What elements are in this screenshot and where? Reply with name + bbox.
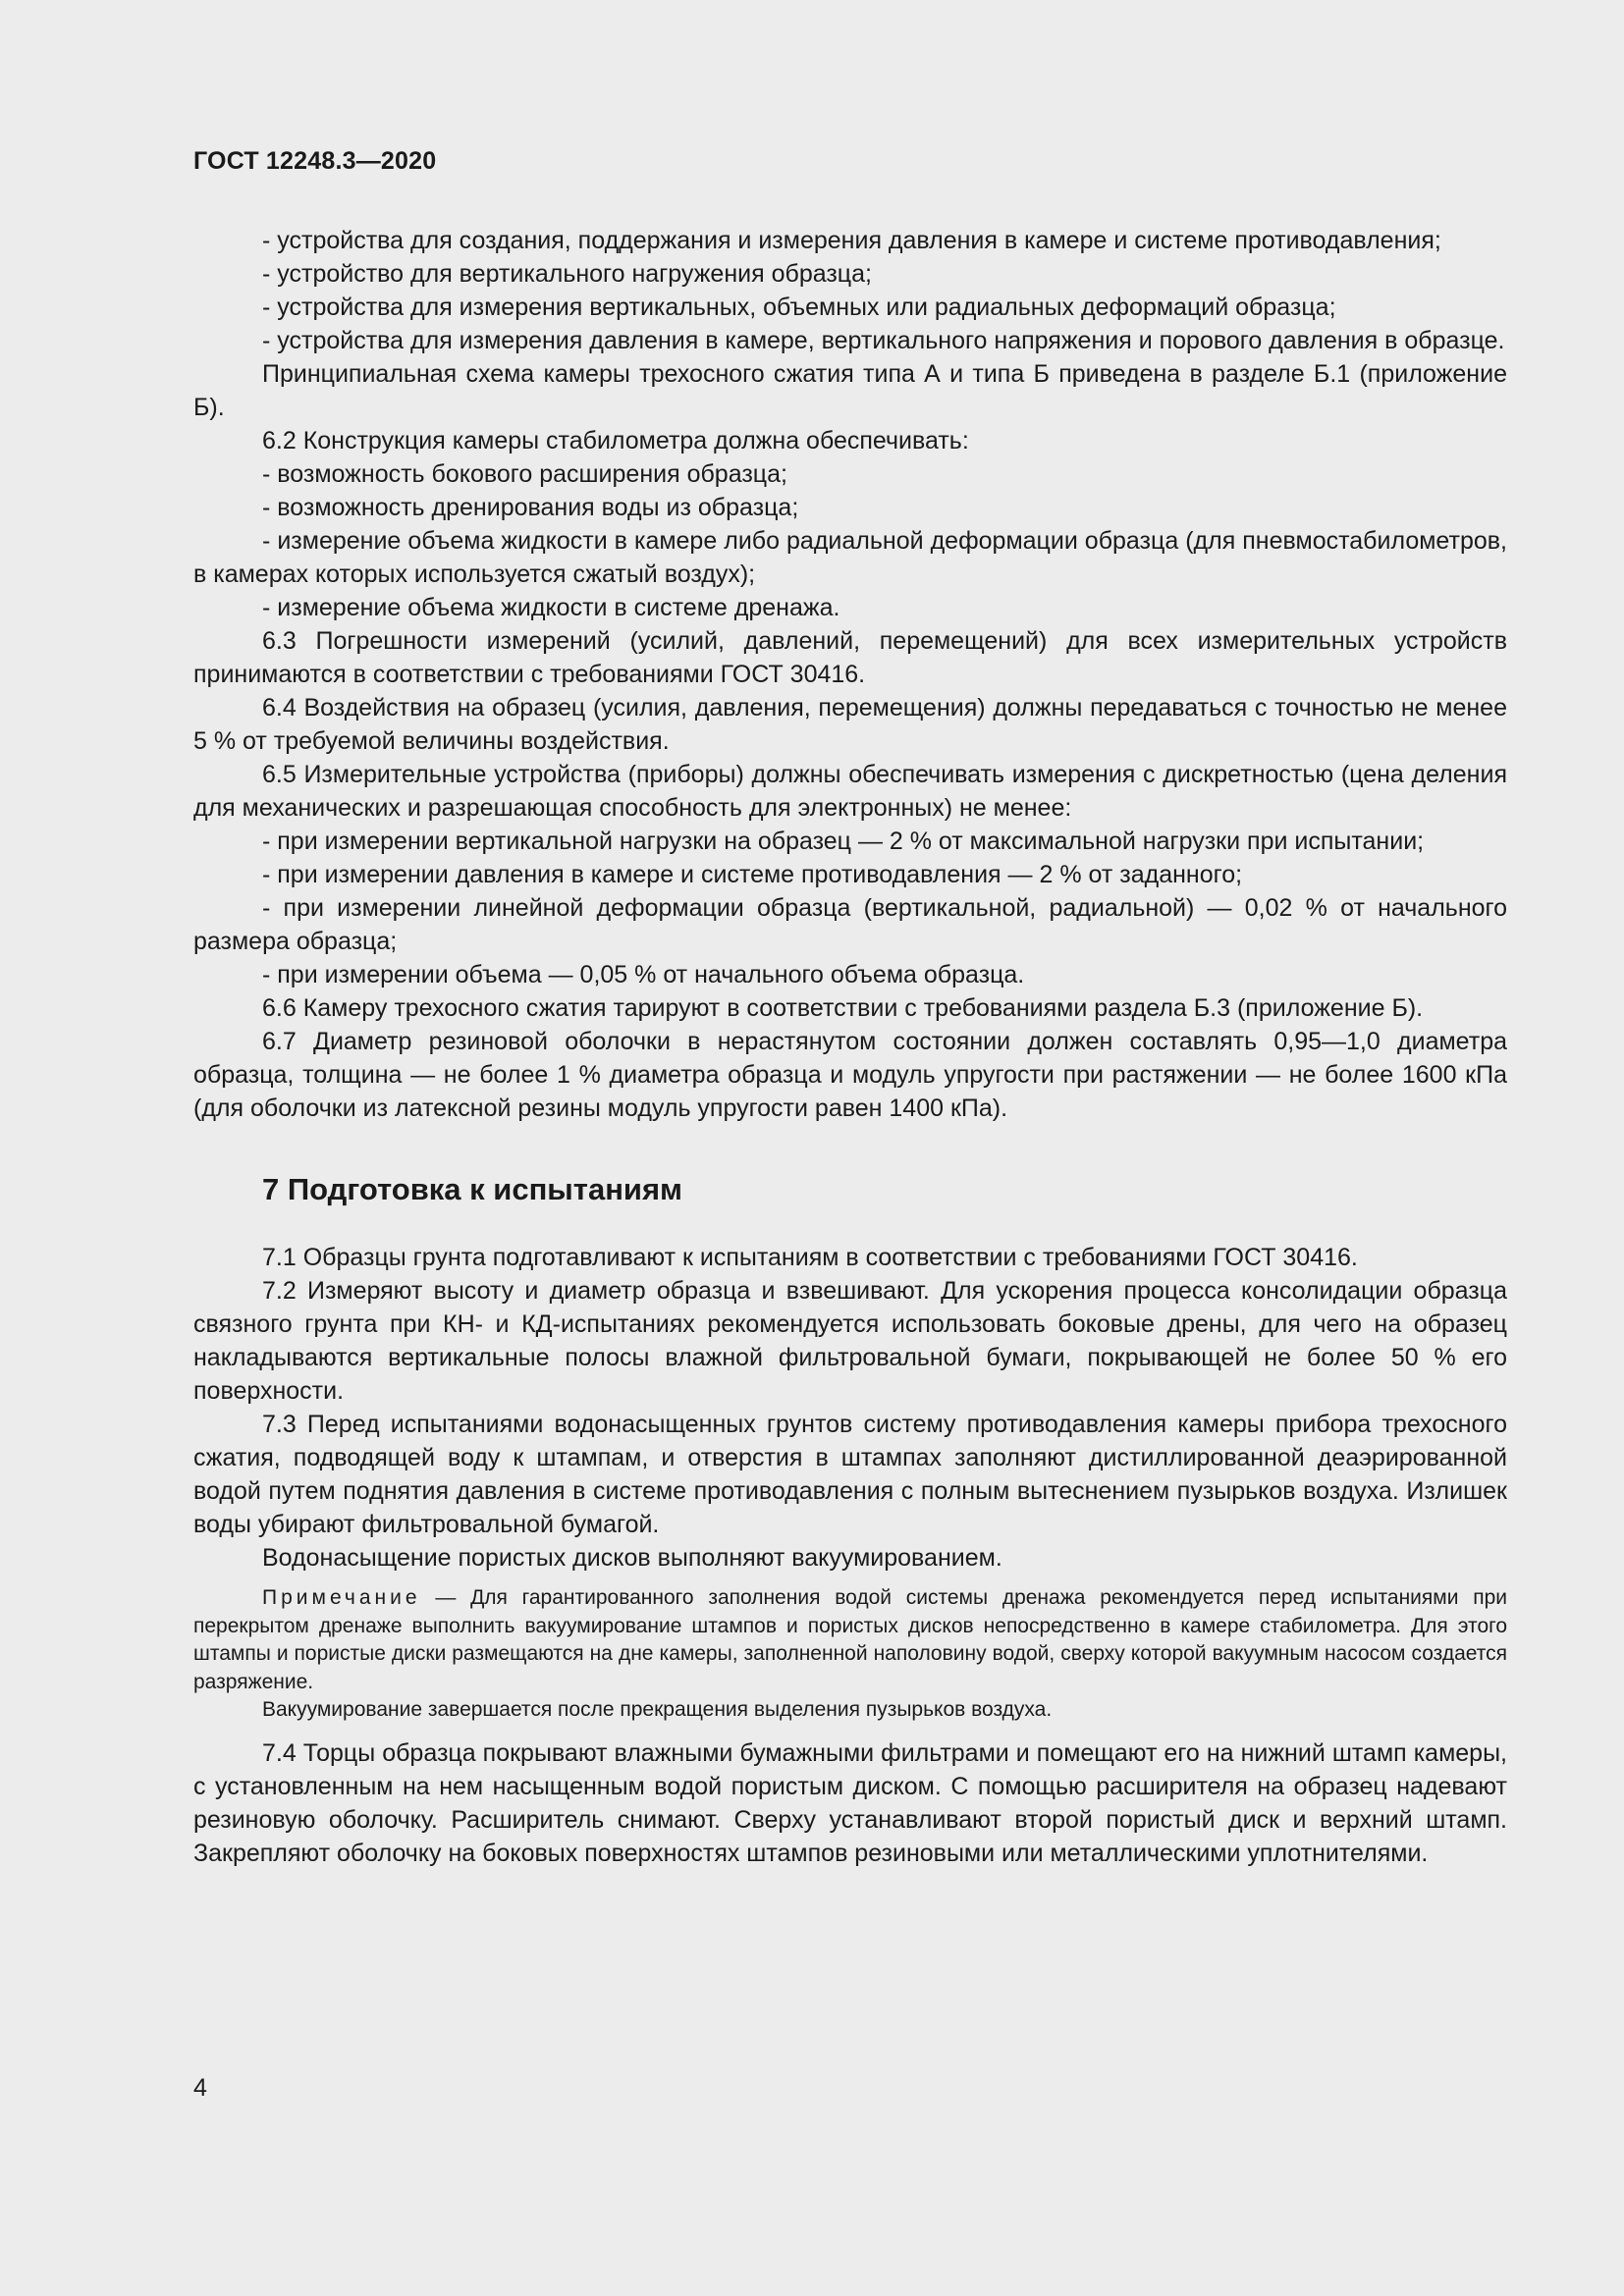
paragraph: - при измерении давления в камере и системе противодавления — 2 % от заданного; xyxy=(262,861,1243,888)
note-paragraph-continued: Вакуумирование завершается после прекращения выделения пузырьков воздуха. xyxy=(262,1698,1053,1721)
paragraph: - устройства для измерения давления в камере, вертикального напряжения и порового давления в образце. xyxy=(262,327,1505,354)
paragraph: - возможность бокового расширения образца; xyxy=(262,460,787,488)
paragraph: - при измерении объема — 0,05 % от начального объема образца. xyxy=(262,961,1025,988)
paragraph: - возможность дренирования воды из образца; xyxy=(262,494,799,521)
note-label: Примечание xyxy=(262,1586,421,1609)
paragraph: 6.5 Измерительные устройства (приборы) должны обеспечивать измерения с дискретностью (цена деления для механических и разрешающая способность для электронных) не менее: xyxy=(193,761,1507,822)
paragraph: Принципиальная схема камеры трехосного сжатия типа А и типа Б приведена в разделе Б.1 (приложение Б). xyxy=(193,360,1507,421)
paragraph: 7.4 Торцы образца покрывают влажными бумажными фильтрами и помещают его на нижний штамп камеры, с установленным на нем насыщенным водой пористым диском. С помощью расширителя на образец надевают резиновую оболочку. Расширитель снимают. Сверху устанавливают второй пористый диск и верхний штамп. Закрепляют оболочку на боковых поверхностях штампов резиновыми или металлическими уплотнителями. xyxy=(193,1738,1507,1867)
paragraph: 7.3 Перед испытаниями водонасыщенных грунтов систему противодавления камеры прибора трехосного сжатия, подводящей воду к штампам, и отверстия в штампах заполняют дистиллированной деаэрированной водой путем поднятия давления в системе противодавления с полным вытеснением пузырьков воздуха. Излишек воды убирают фильтровальной бумагой. xyxy=(193,1411,1507,1538)
paragraph: - измерение объема жидкости в системе дренажа. xyxy=(262,594,840,621)
paragraph: - при измерении линейной деформации образца (вертикальной, радиальной) — 0,02 % от начального размера образца; xyxy=(193,894,1507,955)
paragraph: - измерение объема жидкости в камере либо радиальной деформации образца (для пневмостабилометров, в камерах которых используется сжатый воздух); xyxy=(193,527,1507,588)
paragraph: 6.7 Диаметр резиновой оболочки в нерастянутом состоянии должен составлять 0,95—1,0 диаметра образца, толщина — не более 1 % диаметра образца и модуль упругости при растяжении — не более 1600 кПа (для оболочки из латексной резины модуль упругости равен 1400 кПа). xyxy=(193,1028,1507,1122)
document-code-header: ГОСТ 12248.3—2020 xyxy=(193,147,437,175)
note-paragraph xyxy=(193,1584,1507,1696)
note-text: — Для гарантированного заполнения водой системы дренажа рекомендуется перед испытаниями при перекрытом дренаже выполнить вакуумирование штампов и пористых дисков непосредственно в камере стабилометра. Для этого штампы и пористые диски размещаются на дне камеры, заполненной наполовину водой, сверху которой вакуумным насосом создается разряжение. xyxy=(193,1586,1507,1693)
section-heading: 7 Подготовка к испытаниям xyxy=(262,1172,682,1206)
paragraph: - устройства для измерения вертикальных, объемных или радиальных деформаций образца; xyxy=(262,294,1336,321)
paragraph: 6.4 Воздействия на образец (усилия, давления, перемещения) должны передаваться с точностью не менее 5 % от требуемой величины воздействия. xyxy=(193,694,1507,755)
page-number: 4 xyxy=(193,2074,207,2102)
note-block xyxy=(193,1584,1507,1725)
paragraph: 6.6 Камеру трехосного сжатия тарируют в соответствии с требованиями раздела Б.3 (приложение Б). xyxy=(262,994,1424,1022)
paragraph: 6.2 Конструкция камеры стабилометра должна обеспечивать: xyxy=(262,427,969,454)
page-content xyxy=(193,224,1507,1870)
paragraph: - устройство для вертикального нагружения образца; xyxy=(262,260,872,288)
paragraph: 7.2 Измеряют высоту и диаметр образца и взвешивают. Для ускорения процесса консолидации образца связного грунта при КН- и КД-испытаниях рекомендуется использовать боковые дрены, для чего на образец накладываются вертикальные полосы влажной фильтровальной бумаги, покрывающей не более 50 % его поверхности. xyxy=(193,1277,1507,1405)
paragraph: - при измерении вертикальной нагрузки на образец — 2 % от максимальной нагрузки при испытании; xyxy=(262,828,1425,855)
paragraph: - устройства для создания, поддержания и измерения давления в камере и системе противодавления; xyxy=(262,227,1441,254)
paragraph: 6.3 Погрешности измерений (усилий, давлений, перемещений) для всех измерительных устройств принимаются в соответствии с требованиями ГОСТ 30416. xyxy=(193,627,1507,688)
paragraph: 7.1 Образцы грунта подготавливают к испытаниям в соответствии с требованиями ГОСТ 30416. xyxy=(262,1244,1358,1271)
paragraph: Водонасыщение пористых дисков выполняют вакуумированием. xyxy=(262,1544,1002,1572)
